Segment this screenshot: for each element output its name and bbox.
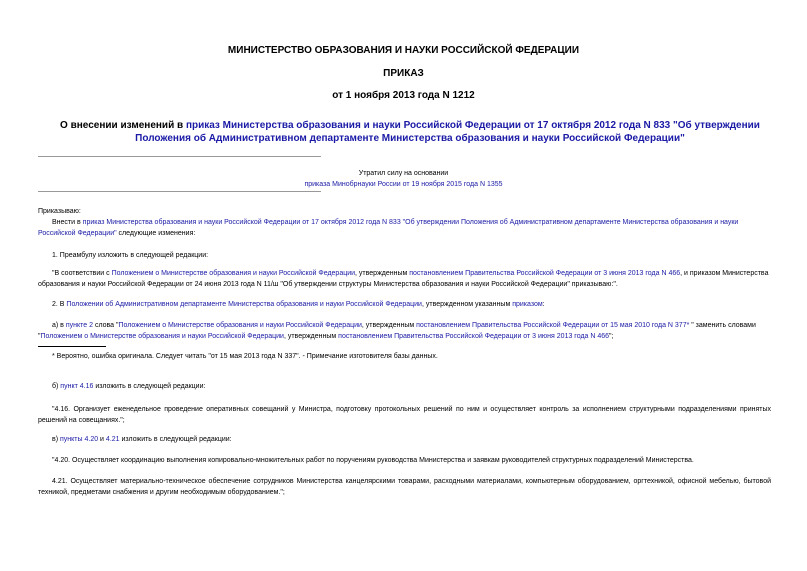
clause-4-21: 4.21. Осуществляет материально-техническое обеспечение сотрудников Министерства канцелярскими товарами, расходными материалами, компьютерным оборудованием, оргтехникой, офисной мебелью, бытовой техникой, предметами снабжения и другим необходимым оборудованием."; <box>38 478 771 496</box>
order-word: Приказываю: <box>38 208 81 215</box>
pa-text-b: слова " <box>93 322 119 329</box>
preamble-quote <box>38 268 771 290</box>
intro-suffix: следующие изменения: <box>116 230 196 237</box>
pa-link-1[interactable]: пункте 2 <box>65 322 93 329</box>
divider-top <box>38 156 321 157</box>
p2-text-a: 2. В <box>52 301 67 308</box>
title-link[interactable]: приказ Министерства образования и науки Российской Федерации от 17 октября 2012 года N 833 "Об утверждении Положения об Административном департаменте Министерства образования и науки Российской Федерации" <box>135 120 760 144</box>
paragraph-1: 1. Преамбулу изложить в следующей редакции: <box>52 252 209 259</box>
title-prefix: О внесении изменений в <box>60 120 186 131</box>
pb-text-b: изложить в следующей редакции: <box>93 383 206 390</box>
footnote-divider <box>38 346 106 347</box>
pb-text-a: б) <box>52 383 61 390</box>
pa-link-5[interactable]: постановлением Правительства Российской Федерации от 3 июня 2013 года N 466 <box>338 333 610 340</box>
pv-link-2[interactable]: 4.21 <box>105 436 120 443</box>
footnote: * Вероятно, ошибка оригинала. Следует читать "от 15 мая 2013 года N 337". - Примечание изготовителя базы данных. <box>52 353 438 360</box>
pa-link-4[interactable]: Положением о Министерстве образования и науки Российской Федерации <box>40 333 284 340</box>
pv-text-a: в) <box>52 436 60 443</box>
paragraph-2 <box>38 299 771 310</box>
p2-text-c: : <box>542 301 545 308</box>
subparagraph-a <box>38 320 771 342</box>
pa-link-3[interactable]: постановлением Правительства Российской Федерации от 15 мая 2010 года N 377* <box>416 322 690 329</box>
p2-link-2[interactable]: приказом <box>512 301 543 308</box>
subparagraph-b <box>38 381 771 392</box>
divider-bottom <box>38 191 321 192</box>
status-line-1: Утратил силу на основании <box>358 170 449 177</box>
pv-text-b: и <box>98 436 106 443</box>
preamble-link-2[interactable]: постановлением Правительства Российской Федерации от 3 июня 2013 года N 466 <box>409 270 681 277</box>
preamble-text-a: "В соответствии с <box>52 270 112 277</box>
p2-link-1[interactable]: Положении об Административном департаменте Министерства образования и науки Российской Федерации <box>66 301 422 308</box>
document-title <box>50 119 770 145</box>
ministry-heading: МИНИСТЕРСТВО ОБРАЗОВАНИЯ И НАУКИ РОССИЙСКОЙ ФЕДЕРАЦИИ <box>227 45 580 56</box>
preamble-link-1[interactable]: Положением о Министерстве образования и науки Российской Федерации <box>111 270 356 277</box>
intro-paragraph <box>38 217 771 239</box>
preamble-text-b: , утвержденным <box>355 270 410 277</box>
pa-text-a: а) в <box>52 322 66 329</box>
pv-text-c: изложить в следующей редакции: <box>119 436 232 443</box>
pa-text-c: , утвержденным <box>361 322 417 329</box>
intro-prefix: Внести в <box>52 219 83 226</box>
doc-type-heading: ПРИКАЗ <box>383 68 424 79</box>
pb-link[interactable]: пункт 4.16 <box>60 383 94 390</box>
clause-4-20: "4.20. Осуществляет координацию выполнения копировально-множительных работ по поручениям руководства Министерства и заявкам руководителей структурных подразделений Министерства. <box>52 457 694 464</box>
pa-text-f: "; <box>609 333 614 340</box>
pa-text-d: " заменить словами " <box>38 322 756 340</box>
pa-link-2[interactable]: Положением о Министерстве образования и науки Российской Федерации <box>118 322 362 329</box>
p2-text-b: , утвержденном указанным <box>421 301 513 308</box>
pa-text-e: , утвержденным <box>283 333 339 340</box>
pv-link-1[interactable]: пункты 4.20 <box>60 436 99 443</box>
date-number-heading: от 1 ноября 2013 года N 1212 <box>332 90 475 101</box>
preamble-text-c: , и приказом Министерства образования и науки Российской Федерации от 24 июня 2013 года N 11/ш "Об утверждении структуры Министерства образования и науки Российской Федерации" приказываю:". <box>38 270 769 288</box>
clause-4-16: "4.16. Организует еженедельное проведение оперативных совещаний у Министра, подготовку протокольных решений по ним и осуществляет контроль за исполнением структурными подразделениями принятых решений на совещаниях."; <box>38 406 771 424</box>
intro-link[interactable]: приказ Министерства образования и науки Российской Федерации от 17 октября 2012 года N 833 "Об утверждении Положения об Административном департаменте Министерства образования и науки Российской Федерации" <box>38 219 739 237</box>
subparagraph-v <box>38 434 771 445</box>
status-link[interactable]: приказа Минобрнауки России от 19 ноября 2015 года N 1355 <box>304 181 503 188</box>
